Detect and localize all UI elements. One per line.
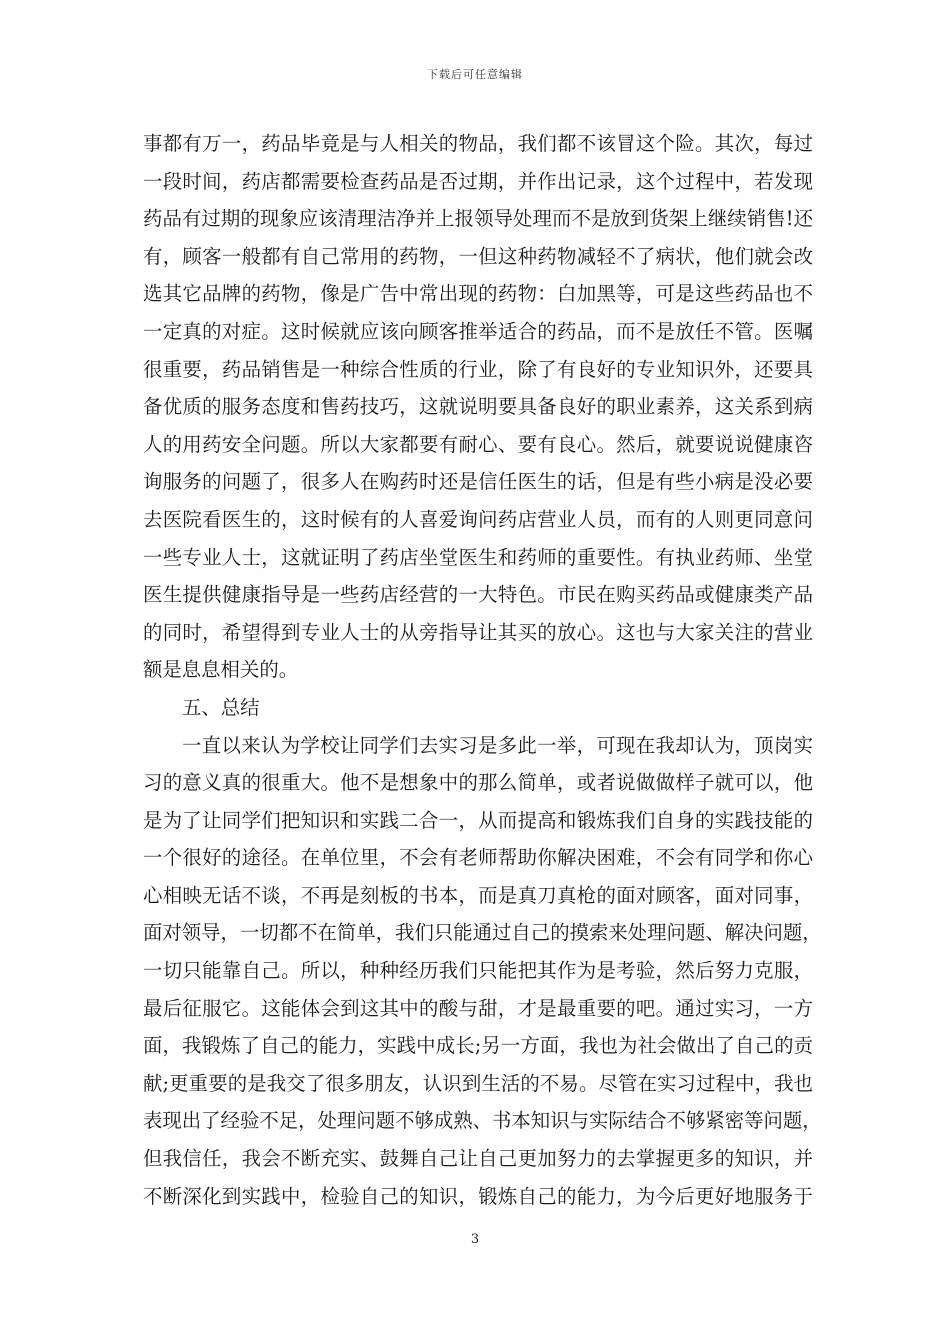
text-line: 人的用药安全问题。所以大家都要有耐心、要有良心。然后，就要说说健康咨 bbox=[143, 432, 813, 456]
text-line: 一定真的对症。这时候就应该向顾客推举适合的药品，而不是放任不管。医嘱 bbox=[143, 319, 813, 343]
text-line: 去医院看医生的，这时候有的人喜爱询问药店营业人员，而有的人则更同意问 bbox=[143, 507, 813, 531]
text-line: 不断深化到实践中，检验自己的知识，锻炼自己的能力，为今后更好地服务于 bbox=[143, 1184, 813, 1208]
text-line: 面，我锻炼了自己的能力，实践中成长;另一方面，我也为社会做出了自己的贡 bbox=[143, 1034, 813, 1058]
text-line: 习的意义真的很重大。他不是想象中的那么简单，或者说做做样子就可以，他 bbox=[143, 771, 813, 795]
text-line: 是为了让同学们把知识和实践二合一，从而提高和锻炼我们自身的实践技能的 bbox=[143, 808, 813, 832]
text-line: 一段时间，药店都需要检查药品是否过期，并作出记录，这个过程中，若发现 bbox=[143, 169, 813, 193]
document-body bbox=[143, 125, 822, 1215]
text-line: 额是息息相关的。 bbox=[143, 658, 299, 682]
text-line: 一些专业人士，这就证明了药店坐堂医生和药师的重要性。有执业药师、坐堂 bbox=[143, 545, 813, 569]
section-heading: 五、总结 bbox=[182, 695, 260, 719]
text-line: 但我信任，我会不断充实、鼓舞自己让自己更加努力的去掌握更多的知识，并 bbox=[143, 1147, 813, 1171]
text-line: 询服务的问题了，很多人在购药时还是信任医生的话，但是有些小病是没必要 bbox=[143, 470, 813, 494]
text-line: 献;更重要的是我交了很多朋友，认识到生活的不易。尽管在实习过程中，我也 bbox=[143, 1071, 813, 1095]
text-line: 药品有过期的现象应该清理洁净并上报领导处理而不是放到货架上继续销售!还 bbox=[143, 207, 813, 231]
text-line: 事都有万一，药品毕竟是与人相关的物品，我们都不该冒这个险。其次，每过 bbox=[143, 132, 813, 155]
text-line: 一个很好的途径。在单位里，不会有老师帮助你解决困难，不会有同学和你心 bbox=[143, 846, 813, 870]
text-line: 心相映无话不谈，不再是刻板的书本，而是真刀真枪的面对顾客，面对同事， bbox=[143, 883, 813, 907]
text-line: 一切只能靠自己。所以，种种经历我们只能把其作为是考验，然后努力克服， bbox=[143, 959, 813, 983]
page-number: 3 bbox=[470, 1232, 480, 1247]
text-line: 很重要，药品销售是一种综合性质的行业，除了有良好的专业知识外，还要具 bbox=[143, 357, 813, 381]
text-line: 医生提供健康指导是一些药店经营的一大特色。市民在购买药品或健康类产品 bbox=[143, 583, 813, 607]
text-line: 表现出了经验不足，处理问题不够成熟、书本知识与实际结合不够紧密等问题， bbox=[143, 1109, 822, 1133]
text-line: 有，顾客一般都有自己常用的药物，一但这种药物减轻不了病状，他们就会改 bbox=[143, 244, 813, 268]
paragraph bbox=[143, 125, 813, 689]
text-line: 面对领导，一切都不在简单，我们只能通过自己的摸索来处理问题、解决问题， bbox=[143, 921, 822, 945]
page-header: 下载后可任意编辑 bbox=[427, 68, 523, 81]
text-line: 选其它品牌的药物，像是广告中常出现的药物：白加黑等，可是这些药品也不 bbox=[143, 282, 813, 306]
text-line: 一直以来认为学校让同学们去实习是多此一举，可现在我却认为，顶岗实 bbox=[182, 733, 813, 757]
paragraph bbox=[143, 727, 822, 1216]
text-line: 备优质的服务态度和售药技巧，这就说明要具备良好的职业素养，这关系到病 bbox=[143, 395, 813, 419]
text-line: 最后征服它。这能体会到这其中的酸与甜，才是最重要的吧。通过实习，一方 bbox=[143, 996, 813, 1020]
text-line: 的同时，希望得到专业人士的从旁指导让其买的放心。这也与大家关注的营业 bbox=[143, 620, 813, 644]
